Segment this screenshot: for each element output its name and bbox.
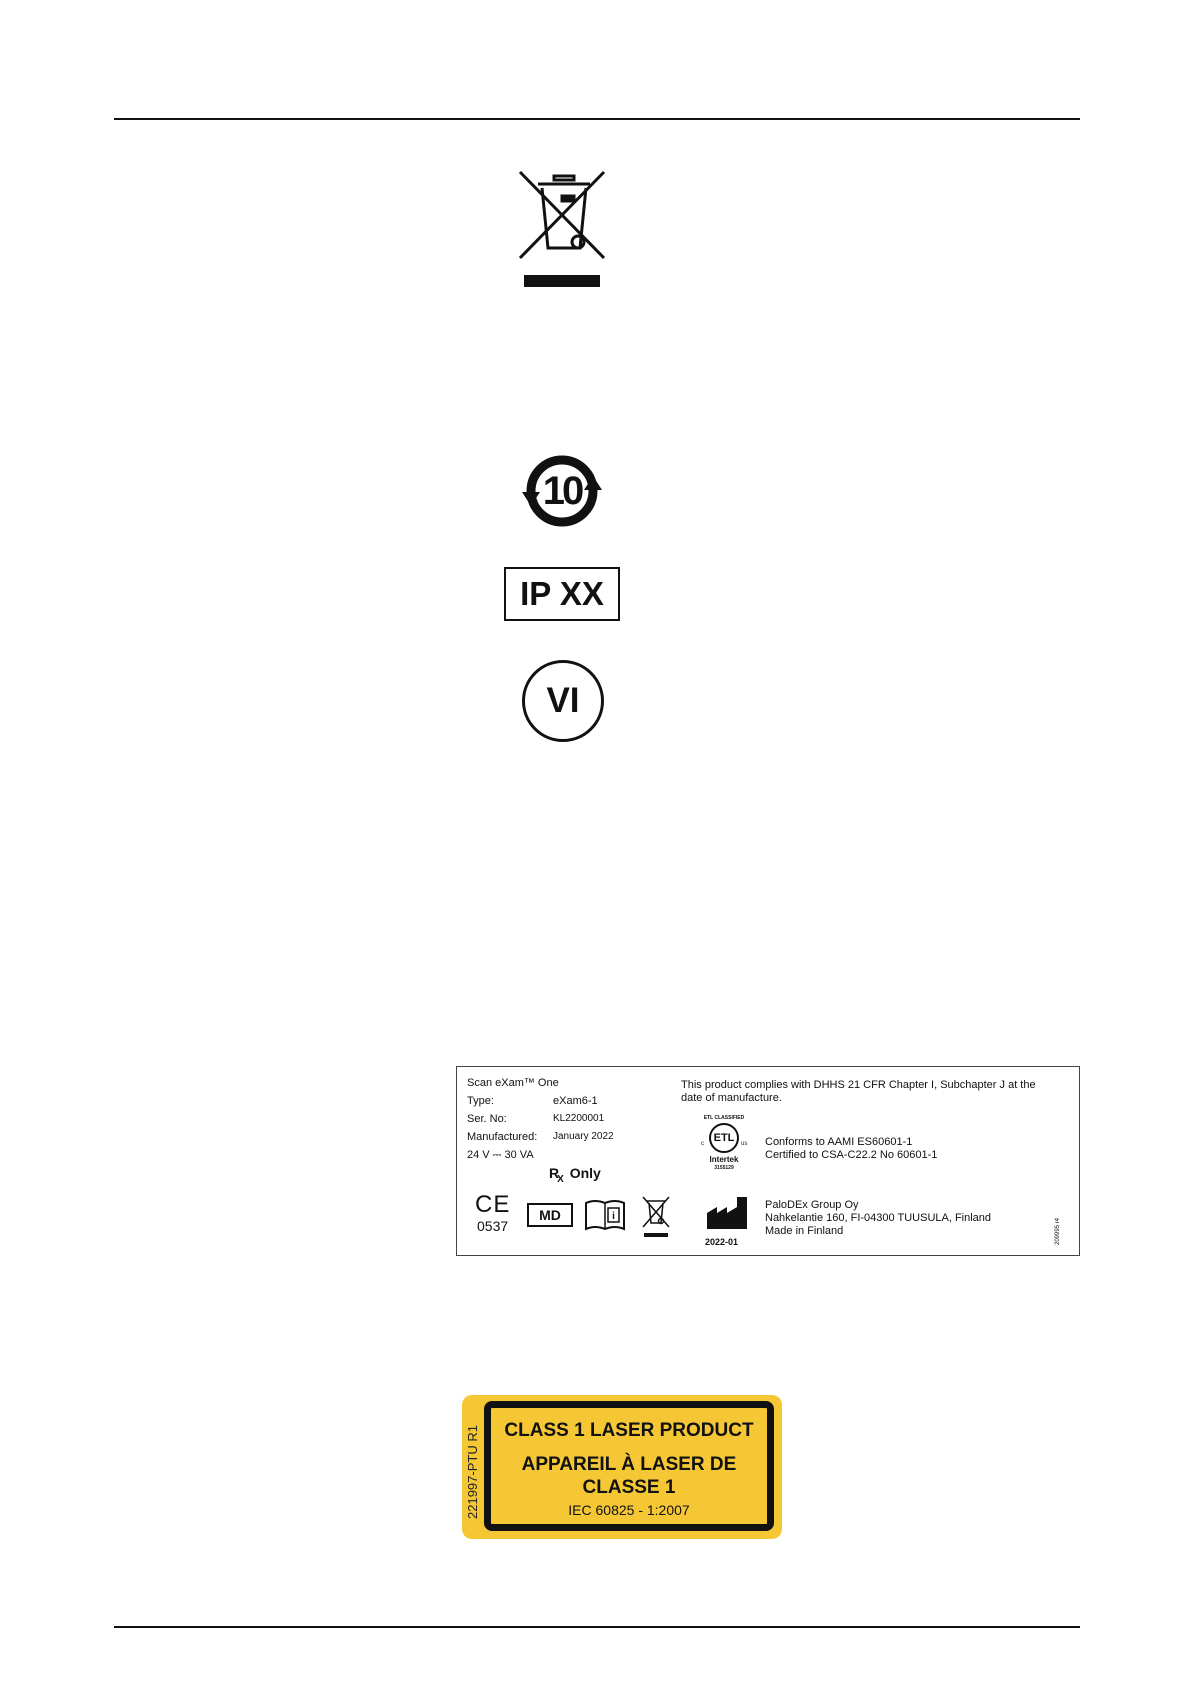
ip-rating-box [504, 567, 620, 621]
manufactured-label: Manufactured: [467, 1131, 538, 1143]
conforms-line-2: Certified to CSA-C22.2 No 60601-1 [765, 1149, 938, 1161]
rx-only-mark [549, 1165, 601, 1185]
energy-level-vi-icon [522, 660, 604, 742]
md-symbol-box [527, 1203, 573, 1227]
header-rule [114, 118, 1080, 120]
type-label: Type: [467, 1095, 494, 1107]
etl-circle-icon [709, 1123, 739, 1153]
manufacturer-factory-icon [705, 1195, 749, 1231]
energy-level-text: VI [546, 681, 580, 720]
etl-classified-text: ETL CLASSIFIED [703, 1115, 745, 1121]
etl-us: us [741, 1141, 748, 1147]
manufacturer-line-3: Made in Finland [765, 1225, 844, 1237]
conforms-line-1: Conforms to AAMI ES60601-1 [765, 1136, 913, 1148]
etl-mark-text: ETL [713, 1132, 735, 1144]
rx-r: R [549, 1165, 560, 1181]
footer-rule [114, 1626, 1080, 1628]
rx-x: X [557, 1174, 564, 1185]
consult-instructions-icon [583, 1197, 627, 1233]
compliance-line-2: date of manufacture. [681, 1092, 782, 1104]
efup-10-icon [520, 452, 604, 530]
svg-text:i: i [612, 1211, 615, 1222]
rx-only-text: Only [569, 1165, 601, 1181]
intertek-number: 3155129 [714, 1165, 734, 1171]
laser-label-frame [484, 1401, 774, 1531]
product-name: Scan eXam™ One [467, 1077, 559, 1089]
laser-line-3: CLASSE 1 [582, 1477, 676, 1498]
ce-mark: CE [475, 1191, 511, 1218]
laser-line-2: APPAREIL À LASER DE [521, 1454, 737, 1475]
ip-rating-text: IP XX [520, 575, 604, 612]
power-rating: 24 V ⎓ 30 VA [467, 1149, 534, 1161]
manufactured-value: January 2022 [553, 1131, 614, 1142]
laser-standard: IEC 60825 - 1:2007 [568, 1502, 690, 1518]
compliance-line-1: This product complies with DHHS 21 CFR Chapter I, Subchapter J at the [681, 1079, 1036, 1091]
type-value: eXam6-1 [553, 1095, 598, 1107]
intertek-text: Intertek [709, 1155, 739, 1164]
manufacturer-line-1: PaloDEx Group Oy [765, 1199, 859, 1211]
manufacture-date: 2022-01 [705, 1237, 739, 1247]
notified-body-number: 0537 [477, 1218, 509, 1234]
etl-classified-mark [693, 1115, 755, 1185]
laser-warning-label [462, 1395, 782, 1539]
serial-value: KL2200001 [553, 1113, 605, 1124]
serial-label: Ser. No: [467, 1113, 507, 1125]
laser-line-1: CLASS 1 LASER PRODUCT [504, 1420, 754, 1441]
etl-c: c [701, 1141, 704, 1147]
laser-label-side-code: 221997-PTU R1 [465, 1425, 480, 1519]
weee-small-icon [641, 1195, 671, 1239]
product-rating-label [456, 1066, 1080, 1256]
weee-crossed-bin-icon [518, 170, 610, 290]
label-side-code: 209995 r4 [1055, 1217, 1061, 1245]
manufacturer-line-2: Nahkelantie 160, FI-04300 TUUSULA, Finland [765, 1212, 992, 1224]
efup-number: 10 [542, 469, 582, 513]
md-mark-text: MD [539, 1207, 561, 1223]
